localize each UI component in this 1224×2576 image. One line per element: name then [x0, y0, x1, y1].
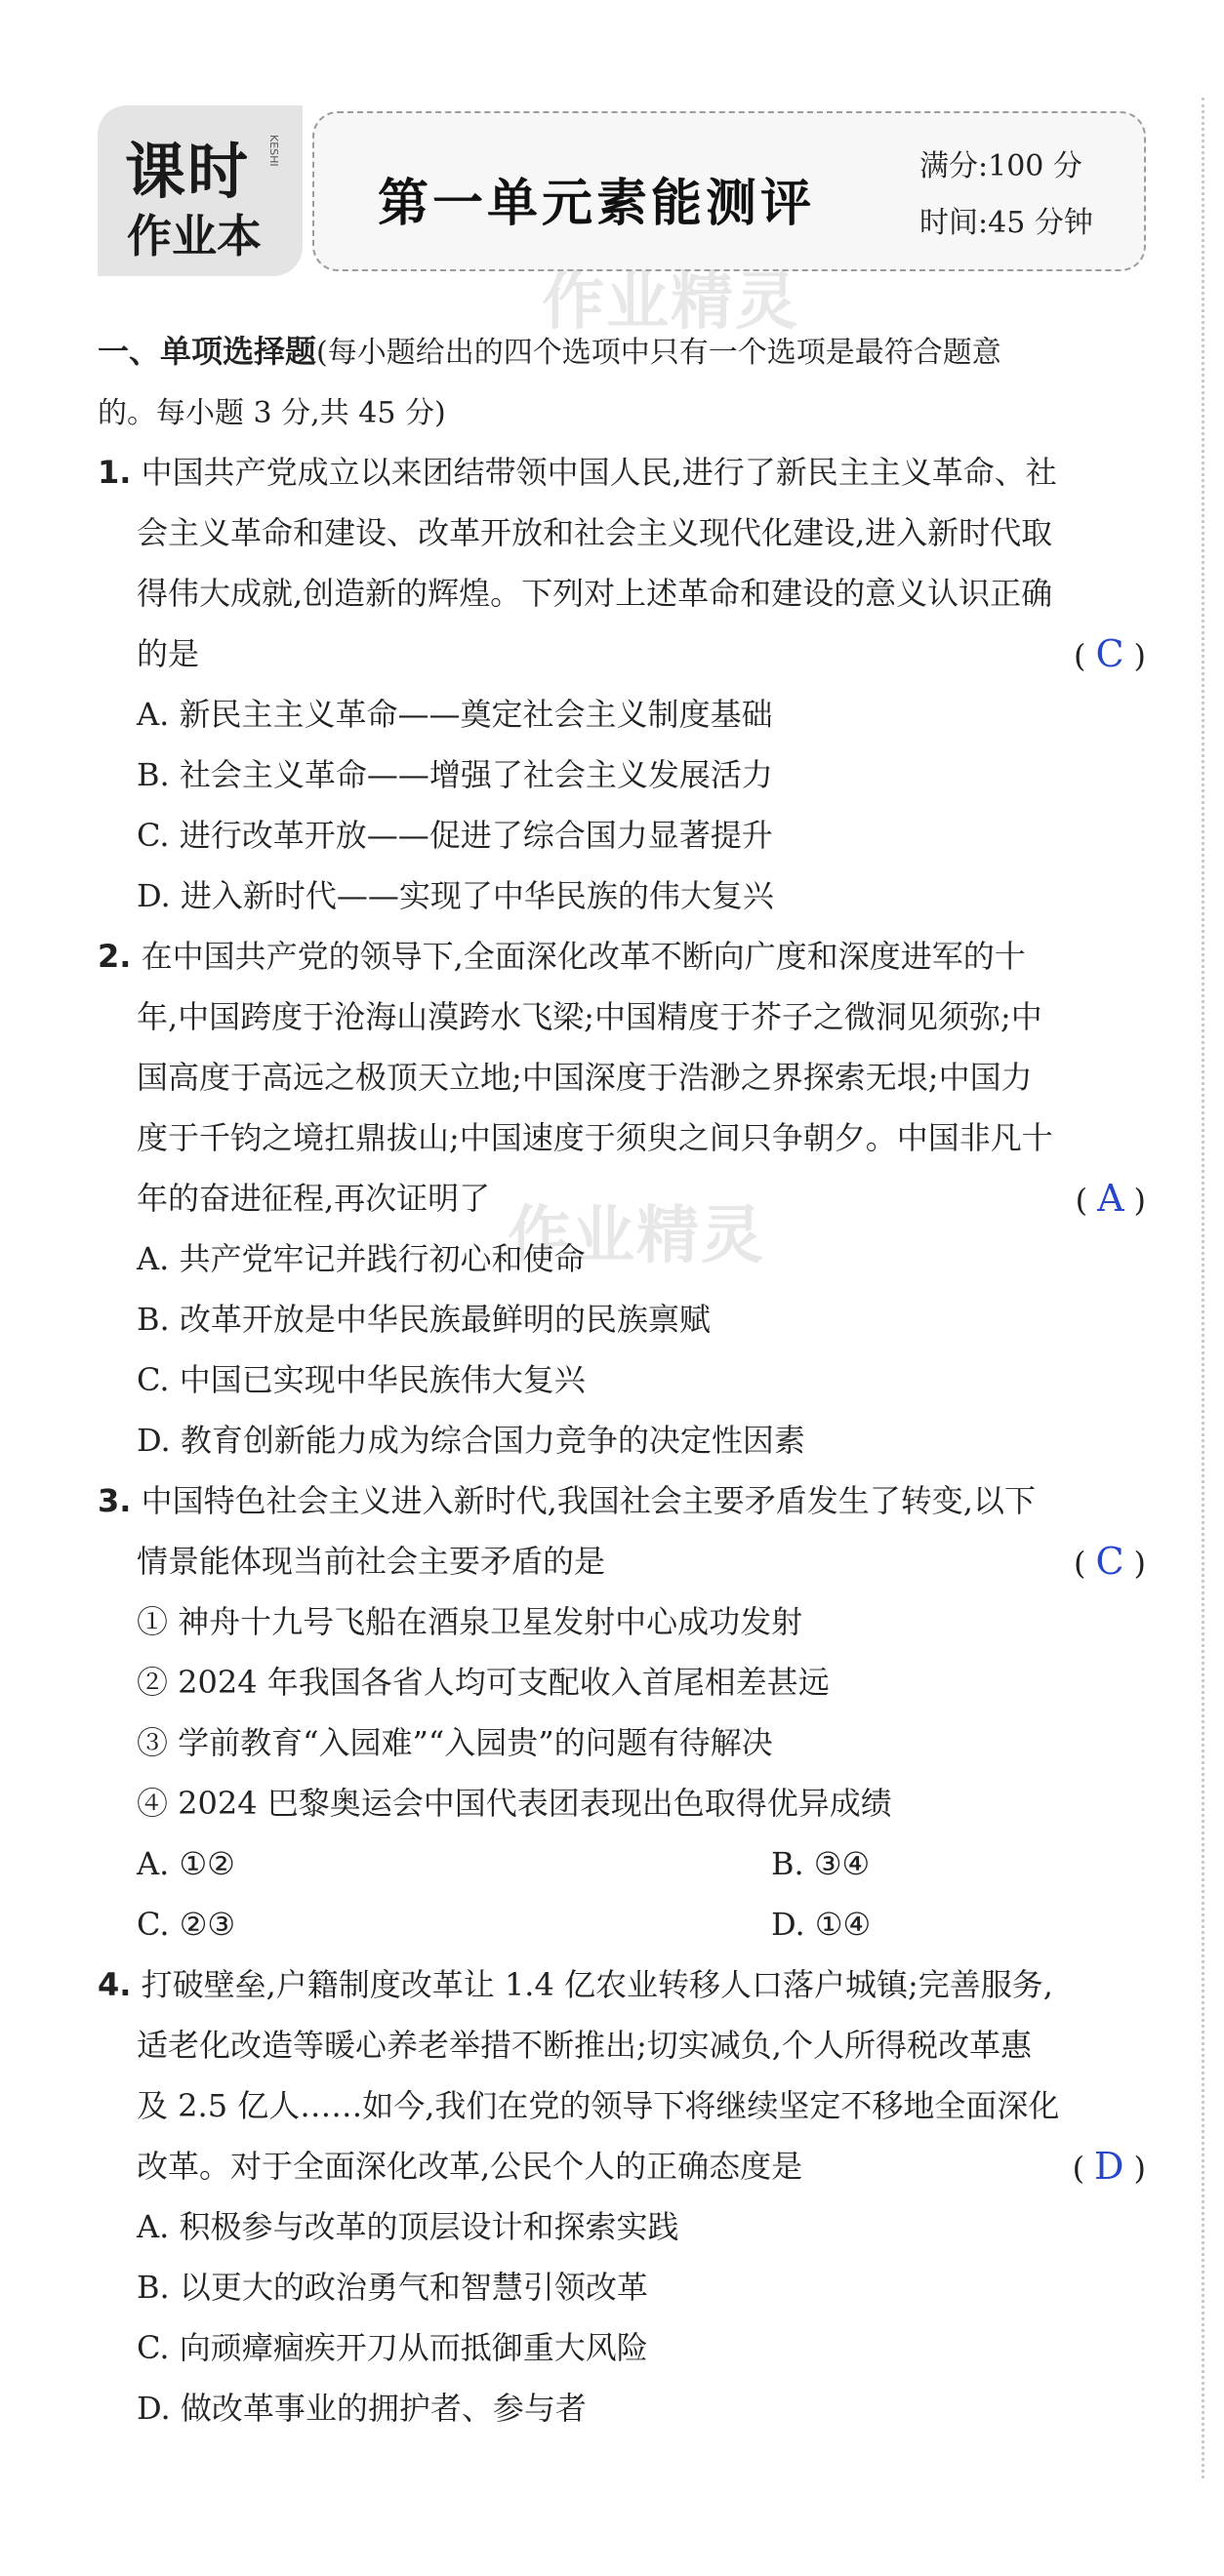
question-1-option-d: D. 进入新时代——实现了中华民族的伟大复兴	[137, 877, 774, 914]
question-4-answer: ( D )	[1072, 2145, 1146, 2188]
question-4-line-3: 及 2.5 亿人……如今,我们在党的领导下将继续坚定不移地全面深化	[137, 2087, 1060, 2124]
question-4-line-2: 适老化改造等暖心养老举措不断推出;切实减负,个人所得税改革惠	[137, 2027, 1032, 2064]
question-3-item-1: ① 神舟十九号飞船在酒泉卫星发射中心成功发射	[137, 1603, 803, 1640]
question-3-stem-1: 中国特色社会主义进入新时代,我国社会主要矛盾发生了转变,以下	[141, 1482, 1036, 1519]
question-3-item-4: ④ 2024 巴黎奥运会中国代表团表现出色取得优异成绩	[137, 1785, 892, 1822]
section-heading: 一、单项选择题	[98, 333, 317, 370]
time-limit: 时间:45 分钟	[919, 206, 1093, 240]
watermark-top: 作业精灵	[542, 266, 799, 339]
question-2-number: 2.	[98, 938, 132, 975]
question-2-line-1	[98, 937, 1152, 976]
question-4-option-d: D. 做改革事业的拥护者、参与者	[137, 2390, 587, 2427]
question-1-answer-value: C	[1095, 632, 1124, 675]
question-4-stem-1: 打破壁垒,户籍制度改革让 1.4 亿农业转移人口落户城镇;完善服务,	[141, 1966, 1053, 2003]
question-3-options-row-2	[137, 1905, 1152, 1944]
question-3-answer: ( C )	[1073, 1540, 1146, 1583]
question-3-option-d: D. ①④	[771, 1906, 872, 1943]
question-2-line-4: 度于千钧之境扛鼎拔山;中国速度于须臾之间只争朝夕。中国非凡十	[137, 1119, 1053, 1156]
watermark-middle: 作业精灵	[508, 1200, 765, 1272]
logo-text-tag: KESHI	[267, 135, 280, 167]
question-1-option-b: B. 社会主义革命——增强了社会主义发展活力	[137, 756, 773, 793]
question-4-option-b: B. 以更大的政治勇气和智慧引领改革	[137, 2269, 648, 2306]
question-4-number: 4.	[98, 1966, 132, 2003]
question-1-option-a: A. 新民主主义革命——奠定社会主义制度基础	[137, 696, 773, 733]
question-2-line-5: 年的奋进征程,再次证明了	[137, 1180, 491, 1217]
question-3-option-a: A. ①②	[137, 1845, 235, 1882]
logo-text-bottom: 作业本	[127, 210, 262, 262]
question-2-option-c: C. 中国已实现中华民族伟大复兴	[137, 1361, 586, 1398]
question-2-answer: ( A )	[1075, 1177, 1146, 1220]
question-1-number: 1.	[98, 454, 132, 491]
question-1-line-4: 的是	[137, 635, 200, 672]
question-3-item-3: ③ 学前教育“入园难”“入园贵”的问题有待解决	[137, 1724, 773, 1761]
question-1-stem-1: 中国共产党成立以来团结带领中国人民,进行了新民主主义革命、社	[141, 454, 1057, 491]
question-2-stem-1: 在中国共产党的领导下,全面深化改革不断向广度和深度进军的十	[141, 938, 1026, 975]
exam-meta	[919, 139, 1093, 252]
section-note-1: (每小题给出的四个选项中只有一个选项是最符合题意	[316, 336, 1001, 370]
question-4-answer-value: D	[1094, 2145, 1124, 2188]
question-1-line-1	[98, 453, 1152, 492]
page-header	[98, 105, 1152, 276]
question-2-option-d: D. 教育创新能力成为综合国力竞争的决定性因素	[137, 1422, 805, 1459]
question-3-line-1	[98, 1481, 1152, 1520]
question-4-option-c: C. 向顽瘴痼疾开刀从而抵御重大风险	[137, 2329, 648, 2366]
title-box	[312, 111, 1146, 271]
question-3-item-2: ② 2024 年我国各省人均可支配收入首尾相差甚远	[137, 1664, 830, 1701]
question-1-line-2: 会主义革命和建设、改革开放和社会主义现代化建设,进入新时代取	[137, 514, 1053, 551]
question-2-line-2: 年,中国跨度于沧海山漠跨水飞梁;中国精度于芥子之微洞见须弥;中	[137, 998, 1042, 1035]
question-2-line-3: 国高度于高远之极顶天立地;中国深度于浩渺之界探索无垠;中国力	[137, 1059, 1033, 1096]
question-3-options-row-1	[137, 1844, 1152, 1883]
question-4-line-1	[98, 1965, 1152, 2004]
question-4-option-a: A. 积极参与改革的顶层设计和探索实践	[137, 2208, 679, 2245]
full-score: 满分:100 分	[919, 149, 1082, 183]
question-3-option-b: B. ③④	[771, 1845, 871, 1882]
question-2-option-b: B. 改革开放是中华民族最鲜明的民族禀赋	[137, 1301, 711, 1338]
question-2-option-a: A. 共产党牢记并践行初心和使命	[137, 1240, 586, 1277]
section-note-2: 的。每小题 3 分,共 45 分)	[98, 396, 446, 430]
page-title: 第一单元素能测评	[378, 175, 816, 233]
question-3-line-2: 情景能体现当前社会主要矛盾的是	[137, 1543, 606, 1580]
book-logo	[98, 105, 303, 276]
question-2-answer-value: A	[1097, 1177, 1124, 1220]
question-1-answer: ( C )	[1073, 632, 1146, 675]
question-1-line-3: 得伟大成就,创造新的辉煌。下列对上述革命和建设的意义认识正确	[137, 575, 1053, 612]
question-4-line-4: 改革。对于全面深化改革,公民个人的正确态度是	[137, 2148, 803, 2185]
question-3-answer-value: C	[1095, 1540, 1124, 1583]
page-edge-dots	[1202, 98, 1204, 2478]
section-heading-line1	[98, 332, 1152, 373]
logo-text-top: 课时	[125, 136, 251, 207]
question-3-number: 3.	[98, 1482, 132, 1519]
question-1-option-c: C. 进行改革开放——促进了综合国力显著提升	[137, 817, 773, 854]
section-heading-line2	[98, 392, 1152, 433]
question-3-option-c: C. ②③	[137, 1906, 236, 1943]
